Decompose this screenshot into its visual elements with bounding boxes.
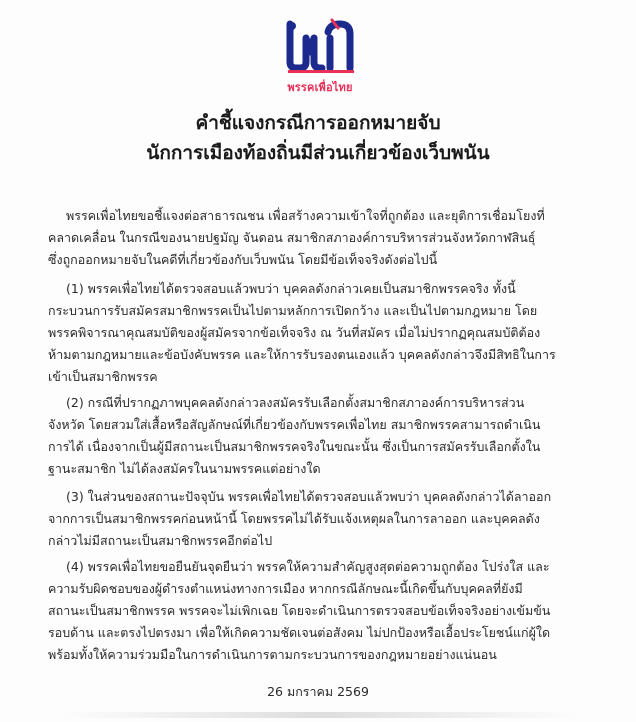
paragraph-line: (2) กรณีที่ปรากฏภาพบุคคลดังกล่าวลงสมัครรับเลือกตั้งสมาชิกสภาองค์การบริหารส่วน — [66, 395, 525, 410]
point-4-paragraph — [48, 556, 604, 666]
title-line-1: คำชี้แจงกรณีการออกหมายจับ — [195, 112, 441, 134]
paragraph-line: ห้ามตามกฎหมายและข้อบังคับพรรค และให้การรับรองตนเองแล้ว บุคคลดังกล่าวจึงมีสิทธิในการ — [48, 347, 556, 362]
point-3-paragraph — [48, 486, 604, 552]
party-logo-icon — [286, 18, 356, 74]
paragraph-line: จังหวัด โดยสวมใส่เสื้อหรือสัญลักษณ์ที่เกี่ยวข้องกับพรรคเพื่อไทย สมาชิกพรรคสามารถดำเนิน — [48, 417, 541, 432]
paragraph-line: (4) พรรคเพื่อไทยขอยืนยันจุดยืนว่า พรรคให้ความสำคัญสูงสุดต่อความถูกต้อง โปร่งใส และ — [66, 559, 550, 574]
paragraph-line: พรรคเพื่อไทยขอชี้แจงต่อสาธารณชน เพื่อสร้างความเข้าใจที่ถูกต้อง และยุติการเชื่อมโยงที่ — [66, 208, 545, 223]
statement-date: 26 มกราคม 2569 — [267, 684, 369, 699]
point-1-paragraph — [48, 278, 604, 388]
paragraph-line: ความรับผิดชอบของผู้ดำรงตำแหน่งทางการเมือง หากกรณีลักษณะนี้เกิดขึ้นกับบุคคลที่ยังมี — [48, 581, 523, 596]
paragraph-line: ฐานะสมาชิก ไม่ได้ลงสมัครในนามพรรคแต่อย่างใด — [48, 461, 321, 476]
paragraph-line: สถานะเป็นสมาชิกพรรค พรรคจะไม่เพิกเฉย โดยจะดำเนินการตรวจสอบข้อเท็จจริงอย่างเข้มข้น — [48, 603, 551, 618]
statement-title — [40, 108, 596, 168]
intro-paragraph — [48, 205, 604, 271]
footer-divider — [60, 712, 580, 718]
point-2-paragraph — [48, 392, 604, 480]
party-name: พรรคเพื่อไทย — [287, 81, 353, 94]
paragraph-line: พรรคพิจารณาคุณสมบัติของผู้สมัครจากข้อเท็จจริง ณ วันที่สมัคร เมื่อไม่ปรากฏคุณสมบัติต้อง — [48, 325, 541, 340]
paragraph-line: การได้ เนื่องจากเป็นผู้มีสถานะเป็นสมาชิกพรรคจริงในขณะนั้น ซึ่งเป็นการสมัครรับเลือกตั้งใน — [48, 439, 541, 454]
paragraph-line: กล่าวไม่มีสถานะเป็นสมาชิกพรรคอีกต่อไป — [48, 533, 273, 548]
paragraph-line: พร้อมทั้งให้ความร่วมมือในการดำเนินการตามกระบวนการของกฎหมายอย่างแน่นอน — [48, 647, 497, 662]
paragraph-line: จากการเป็นสมาชิกพรรคก่อนหน้านี้ โดยพรรคไม่ได้รับแจ้งเหตุผลในการลาออก และบุคคลดัง — [48, 511, 540, 526]
paragraph-line: กระบวนการรับสมัครสมาชิกพรรคเป็นไปตามหลักการเปิดกว้าง และเป็นไปตามกฎหมาย โดย — [48, 303, 538, 318]
paragraph-line: (1) พรรคเพื่อไทยได้ตรวจสอบแล้วพบว่า บุคคลดังกล่าวเคยเป็นสมาชิกพรรคจริง ทั้งนี้ — [66, 281, 516, 296]
title-line-2: นักการเมืองท้องถิ่นมีส่วนเกี่ยวข้องเว็บพนัน — [146, 142, 490, 164]
paragraph-line: รอบด้าน และตรงไปตรงมา เพื่อให้เกิดความชัดเจนต่อสังคม ไม่ปกป้องหรือเอื้อประโยชน์แก่ผู้ใด — [48, 625, 551, 640]
paragraph-line: ซึ่งถูกออกหมายจับในคดีที่เกี่ยวข้องกับเว็บพนัน โดยมีข้อเท็จจริงดังต่อไปนี้ — [48, 252, 438, 267]
paragraph-line: (3) ในส่วนของสถานะปัจจุบัน พรรคเพื่อไทยได้ตรวจสอบแล้วพบว่า บุคคลดังกล่าวได้ลาออก — [66, 489, 552, 504]
paragraph-line: คลาดเคลื่อน ในกรณีของนายปฐมัญ จันดอน สมาชิกสภาองค์การบริหารส่วนจังหวัดกาฬสินธุ์ — [48, 230, 536, 245]
paragraph-line: เข้าเป็นสมาชิกพรรค — [48, 369, 158, 384]
